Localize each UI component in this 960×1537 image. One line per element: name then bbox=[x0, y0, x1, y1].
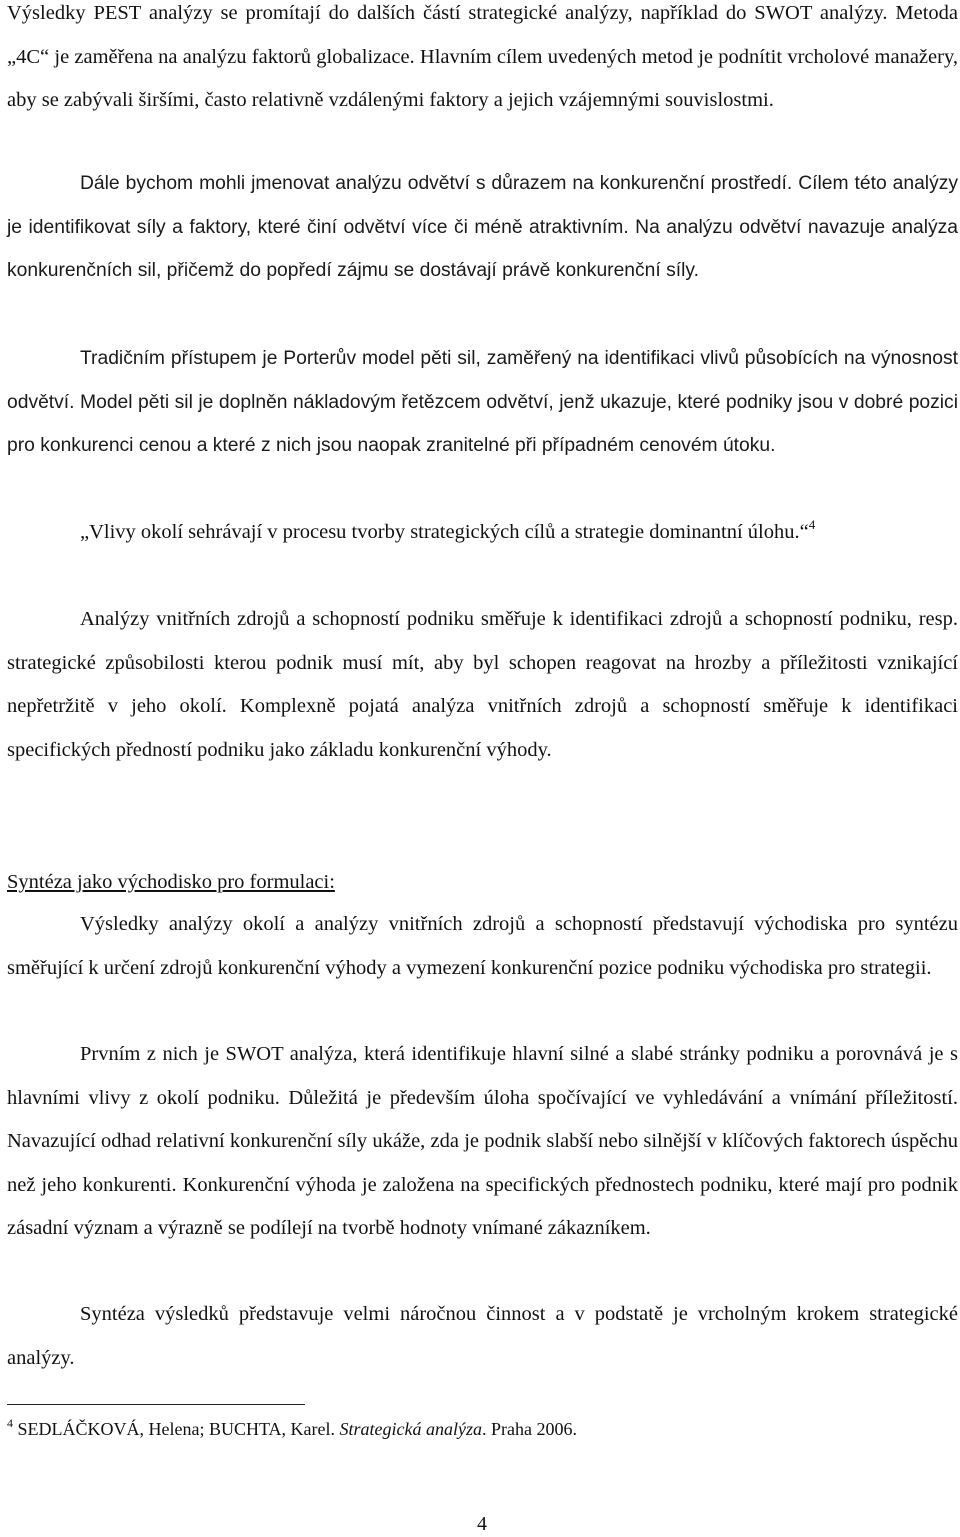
footnote-divider bbox=[7, 1404, 305, 1405]
footnote-rest: . Praha 2006. bbox=[482, 1419, 577, 1439]
paragraph-synthesis-results: Výsledky analýzy okolí a analýzy vnitřních zdrojů a schopností představují východiska pro syntézu směřující k určení zdrojů konkurenční výhody a vymezení konkurenční pozice podniku východiska pro strategii. bbox=[7, 913, 958, 979]
quote-text: „Vlivy okolí sehrávají v procesu tvorby strategických cílů a strategie dominantní úlohu.“ bbox=[80, 521, 809, 543]
paragraph-internal-resources: Analýzy vnitřních zdrojů a schopností podniku směřuje k identifikaci zdrojů a schopností podniku, resp. strategické způsobilosti kterou podnik musí mít, aby byl schopen reagovat na hrozby a příležitosti vznikající nepřetržitě v jeho okolí. Komplexně pojatá analýza vnitřních zdrojů a schopností směřuje k identifikaci specifických předností podniku jako základu konkurenční výhody. bbox=[7, 608, 958, 761]
paragraph-pest-results: Výsledky PEST analýzy se promítají do dalších částí strategické analýzy, například do SWOT analýzy. Metoda „4C“ je zaměřena na analýzu faktorů globalizace. Hlavním cílem uvedených metod je podnítit vrcholové manažery, aby se zabývali širšími, často relativně vzdálenými faktory a jejich vzájemnými souvislostmi. bbox=[7, 2, 958, 111]
paragraph-quote bbox=[7, 511, 958, 555]
paragraph-industry-analysis: Dále bychom mohli jmenovat analýzu odvětví s důrazem na konkurenční prostředí. Cílem této analýzy je identifikovat síly a faktory, které činí odvětví více či méně atraktivním. Na analýzu odvětví navazuje analýza konkurenčních sil, přičemž do popředí zájmu se dostávají právě konkurenční síly. bbox=[7, 173, 958, 281]
footnote-number: 4 bbox=[7, 1416, 13, 1430]
footnote bbox=[7, 1415, 577, 1443]
footnote-title: Strategická analýza bbox=[339, 1419, 482, 1439]
footnote-reference: 4 bbox=[808, 517, 816, 532]
paragraph-porter-model: Tradičním přístupem je Porterův model pěti sil, zaměřený na identifikaci vlivů působících na výnosnost odvětví. Model pěti sil je doplněn nákladovým řetězcem odvětví, jenž ukazuje, které podniky jsou v dobré pozici pro konkurenci cenou a které z nich jsou naopak zranitelné při případném cenovém útoku. bbox=[7, 348, 958, 456]
paragraph-swot: Prvním z nich je SWOT analýza, která identifikuje hlavní silné a slabé stránky podniku a porovnává je s hlavními vlivy z okolí podniku. Důležitá je především úloha spočívající ve vyhledávání a vnímání příležitostí. Navazující odhad relativní konkurenční síly ukáže, zda je podnik slabší nebo silnější v klíčových faktorech úspěchu než jeho konkurenti. Konkurenční výhoda je založena na specifických přednostech podniku, které mají pro podnik zásadní význam a výrazně se podílejí na tvorbě hodnoty vnímané zákazníkem. bbox=[7, 1043, 958, 1239]
paragraph-synthesis-conclusion: Syntéza výsledků představuje velmi náročnou činnost a v podstatě je vrcholným krokem strategické analýzy. bbox=[7, 1303, 958, 1369]
footnote-authors: SEDLÁČKOVÁ, Helena; BUCHTA, Karel. bbox=[17, 1419, 336, 1439]
page-number: 4 bbox=[477, 1513, 487, 1535]
section-heading-synthesis: Syntéza jako východisko pro formulaci: bbox=[7, 871, 335, 893]
